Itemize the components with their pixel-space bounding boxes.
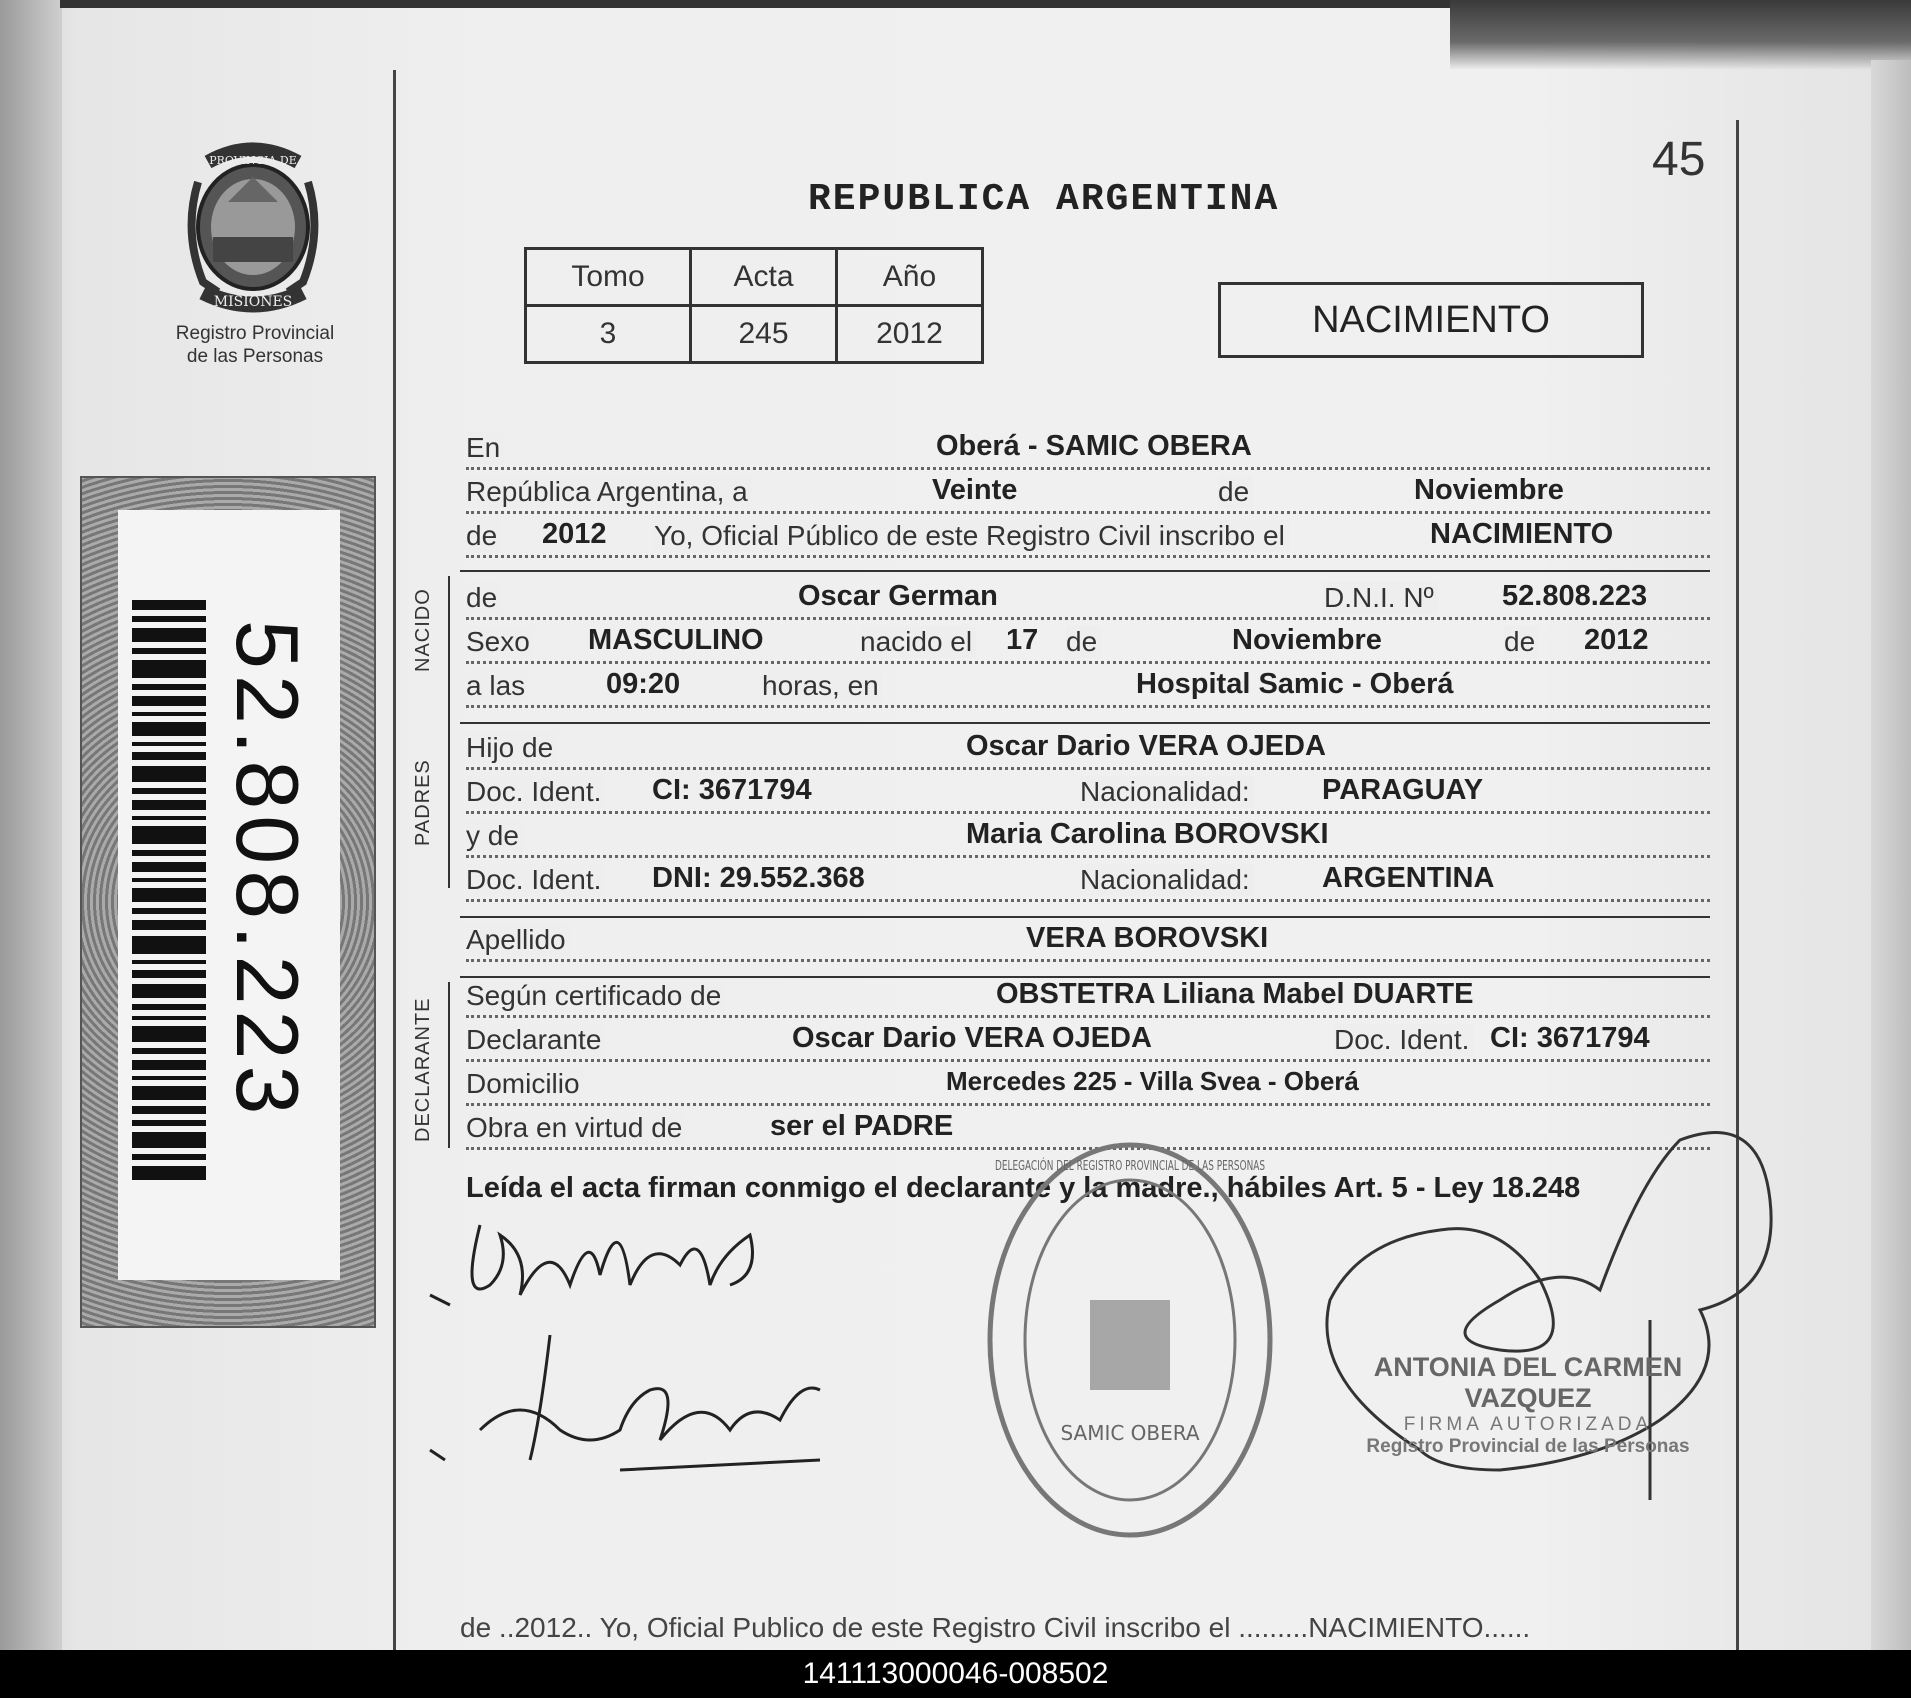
right-page-edge [1871, 60, 1911, 1650]
birth-month: Noviembre [1232, 624, 1382, 656]
en-label: En [466, 432, 504, 464]
index-table [524, 247, 984, 364]
row-republica [466, 474, 1710, 520]
birth-year: 2012 [1584, 624, 1649, 656]
row-apellido [466, 922, 1710, 968]
declarant-signature-icon [420, 1195, 820, 1325]
row-segun [466, 978, 1710, 1024]
certificate-by: OBSTETRA Liliana Mabel DUARTE [996, 978, 1474, 1010]
registry-label [150, 322, 360, 368]
republica-label: República Argentina, a [466, 476, 752, 508]
mother-name: Maria Carolina BOROVSKI [966, 818, 1329, 850]
authority-stamp [1318, 1352, 1738, 1458]
registry-line2: de las Personas [186, 346, 324, 367]
index-table-value-row [526, 306, 983, 363]
declarante-side-label: DECLARANTE [412, 997, 434, 1142]
footer-id: 141113000046-008502 [0, 1650, 1911, 1698]
page-gutter-shadow [0, 0, 62, 1650]
crest-text-bottom: MISIONES [213, 294, 293, 310]
hora-label: a las [466, 670, 529, 702]
barcode-number: 52.808.223 [218, 620, 317, 1121]
sexo-label: Sexo [466, 626, 534, 658]
republica-de-label: de [1218, 476, 1253, 508]
row-doc1 [466, 774, 1710, 820]
barcode-label [80, 476, 376, 1328]
row-domicilio [466, 1066, 1710, 1112]
doc1-label: Doc. Ident. [466, 776, 605, 808]
index-value-acta: 245 [691, 306, 837, 363]
authority-office: Registro Provincial de las Personas [1366, 1436, 1690, 1457]
nacido-dni: 52.808.223 [1502, 580, 1648, 612]
declarante-doc-label: Doc. Ident. [1334, 1024, 1473, 1056]
sexo-value: MASCULINO [588, 624, 764, 656]
anio-year: 2012 [542, 518, 607, 550]
official-stamp-icon [980, 1130, 1389, 1550]
row-en [466, 430, 1710, 476]
father-name: Oscar Dario VERA OJEDA [966, 730, 1326, 762]
anio-label: de [466, 520, 501, 552]
stamp-center-text: SAMIC OBERA [1060, 1421, 1200, 1445]
authority-signature-icon [1300, 1120, 1780, 1540]
index-header-acta: Acta [691, 249, 837, 306]
nacido-side-label: NACIDO [412, 588, 434, 672]
crest-text-top: PROVINCIA DE [209, 154, 297, 167]
mother-doc: DNI: 29.552.368 [652, 862, 865, 894]
de-label: de [466, 582, 501, 614]
republica-month: Noviembre [1414, 474, 1564, 506]
index-header-tomo: Tomo [526, 249, 691, 306]
nacido-el-label: nacido el [860, 626, 976, 658]
apellido-label: Apellido [466, 924, 570, 956]
horas-en-label: horas, en [762, 670, 883, 702]
section-divider [460, 570, 1710, 572]
row-doc2 [466, 862, 1710, 908]
closing-statement: Leída el acta firman conmigo el declarante y la madre., hábiles Art. 5 - Ley 18.248 [466, 1172, 1581, 1204]
republica-day: Veinte [932, 474, 1018, 506]
mother-nationality: ARGENTINA [1322, 862, 1495, 894]
barcode-icon [132, 600, 206, 1180]
row-yde [466, 818, 1710, 864]
anio-text: Yo, Oficial Público de este Registro Civil inscribo el [654, 520, 1289, 552]
row-de [466, 580, 1710, 626]
declarant-name: Oscar Dario VERA OJEDA [792, 1022, 1152, 1054]
authority-name: ANTONIA DEL CARMEN VAZQUEZ [1373, 1352, 1683, 1413]
birth-day: 17 [1006, 624, 1039, 656]
authority-role: FIRMA AUTORIZADA [1403, 1414, 1653, 1435]
nacido-bar [448, 576, 450, 746]
declarant-doc: CI: 3671794 [1490, 1022, 1650, 1054]
index-value-anio: 2012 [837, 306, 983, 363]
row-sexo [466, 624, 1710, 670]
index-header-anio: Año [837, 249, 983, 306]
segun-label: Según certificado de [466, 980, 725, 1012]
section-divider [460, 722, 1710, 724]
birth-time: 09:20 [606, 668, 681, 700]
index-table-header-row [526, 249, 983, 306]
row-hijo [466, 730, 1710, 776]
stamp-ring-text: DELEGACIÓN DEL REGISTRO PROVINCIAL DE LAS PERSONAS [995, 1159, 1389, 1174]
doc2-nac-label: Nacionalidad: [1080, 864, 1254, 896]
index-value-tomo: 3 [526, 306, 691, 363]
registry-line1: Registro Provincial [175, 323, 335, 344]
domicilio-label: Domicilio [466, 1068, 584, 1100]
doc2-label: Doc. Ident. [466, 864, 605, 896]
record-type-box: NACIMIENTO [1218, 282, 1644, 358]
bleed-through-text: de ..2012.. Yo, Oficial Publico de este Registro Civil inscribo el .........NACIMIENTO...... [460, 1612, 1531, 1643]
declarante-bar [448, 982, 450, 1148]
en-value: Oberá - SAMIC OBERA [936, 430, 1252, 462]
father-doc: CI: 3671794 [652, 774, 812, 806]
address: Mercedes 225 - Villa Svea - Oberá [946, 1066, 1359, 1096]
barcode-inner [118, 510, 340, 1280]
birth-place: Hospital Samic - Oberá [1136, 668, 1454, 700]
birth-de-label2: de [1504, 626, 1539, 658]
section-divider [460, 916, 1710, 918]
row-anio [466, 518, 1710, 564]
father-nationality: PARAGUAY [1322, 774, 1484, 806]
birth-de-label: de [1066, 626, 1101, 658]
anio-value: NACIMIENTO [1430, 518, 1614, 550]
row-hora [466, 668, 1710, 714]
page-title: REPUBLICA ARGENTINA [808, 178, 1280, 221]
page-number: 45 [1652, 133, 1706, 186]
dni-label: D.N.I. Nº [1324, 582, 1438, 614]
surname: VERA BOROVSKI [1026, 922, 1269, 954]
row-declarante [466, 1022, 1710, 1068]
provincial-crest-icon [178, 142, 328, 317]
doc1-nac-label: Nacionalidad: [1080, 776, 1254, 808]
hijo-label: Hijo de [466, 732, 557, 764]
top-right-shadow [1450, 0, 1911, 70]
declarante-label: Declarante [466, 1024, 605, 1056]
padres-bar [448, 728, 450, 888]
obra-value: ser el PADRE [770, 1110, 954, 1142]
yde-label: y de [466, 820, 523, 852]
margin-line-left [393, 70, 396, 1650]
padres-side-label: PADRES [412, 759, 434, 846]
mother-signature-icon [420, 1330, 840, 1490]
obra-label: Obra en virtud de [466, 1112, 686, 1144]
nacido-name: Oscar German [798, 580, 998, 612]
